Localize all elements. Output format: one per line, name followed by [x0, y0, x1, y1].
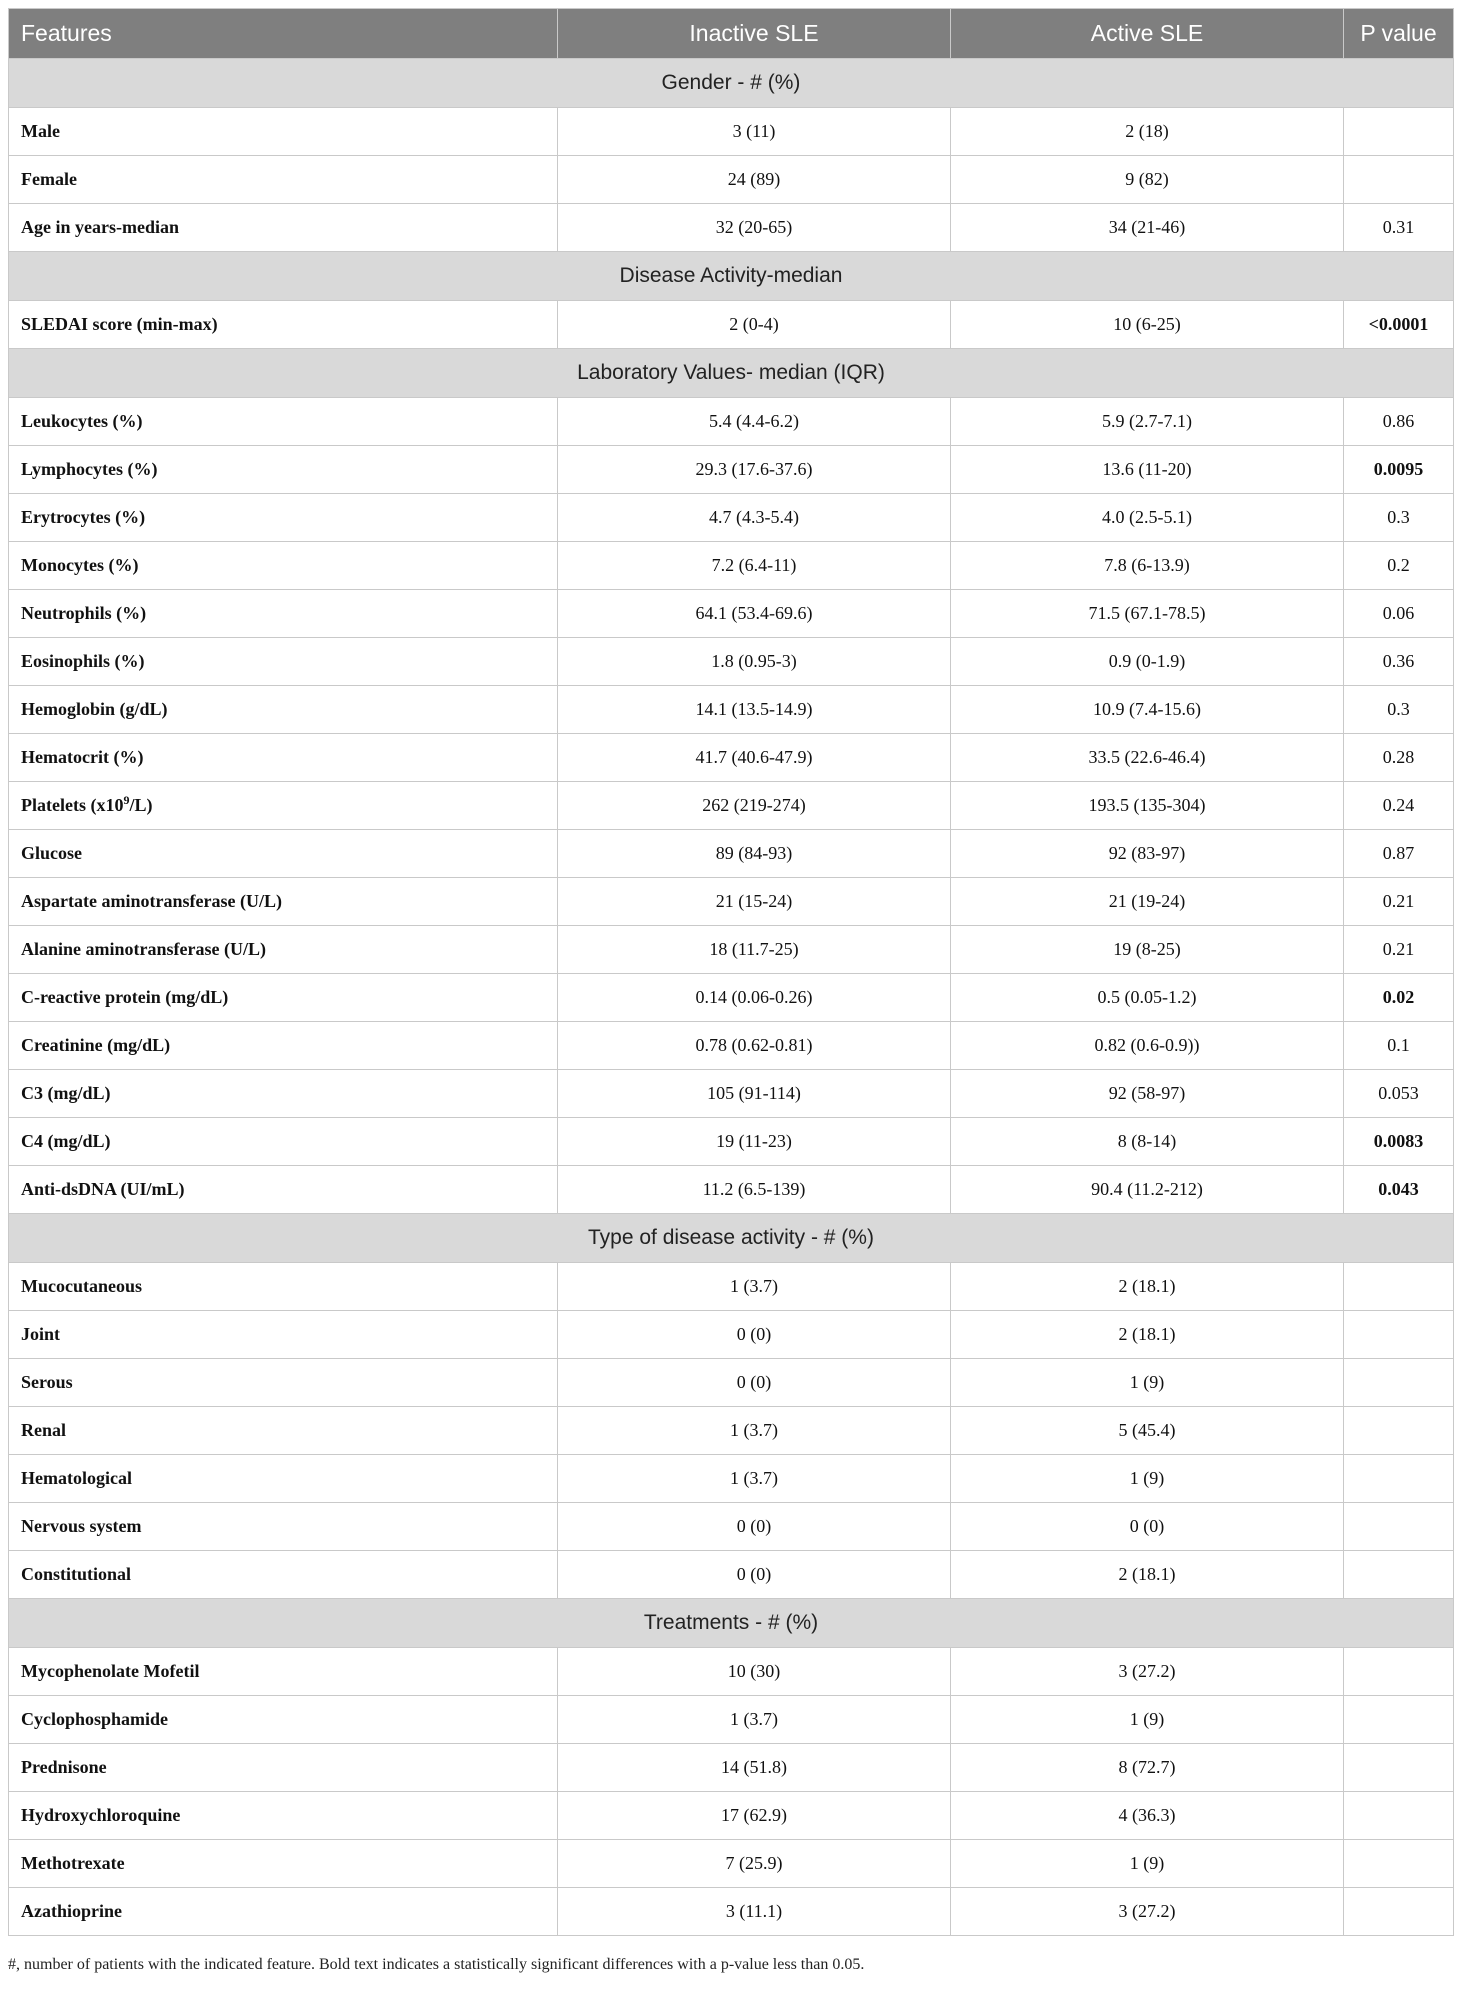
feature-label: C-reactive protein (mg/dL) — [9, 974, 558, 1022]
inactive-sle-value: 10 (30) — [558, 1648, 951, 1696]
inactive-sle-value: 17 (62.9) — [558, 1792, 951, 1840]
active-sle-value: 0.5 (0.05-1.2) — [951, 974, 1344, 1022]
table-row — [9, 1118, 1454, 1166]
p-value: 0.36 — [1344, 638, 1454, 686]
inactive-sle-value: 41.7 (40.6-47.9) — [558, 734, 951, 782]
p-value: 0.0095 — [1344, 446, 1454, 494]
table-row — [9, 1648, 1454, 1696]
p-value: 0.31 — [1344, 204, 1454, 252]
feature-label: Azathioprine — [9, 1888, 558, 1936]
active-sle-value: 34 (21-46) — [951, 204, 1344, 252]
section-row — [9, 349, 1454, 398]
table-row — [9, 734, 1454, 782]
p-value — [1344, 1455, 1454, 1503]
table-row — [9, 1311, 1454, 1359]
feature-label: Serous — [9, 1359, 558, 1407]
table-row — [9, 1263, 1454, 1311]
table-row — [9, 1455, 1454, 1503]
table-row — [9, 398, 1454, 446]
feature-label: Monocytes (%) — [9, 542, 558, 590]
inactive-sle-value: 1 (3.7) — [558, 1455, 951, 1503]
inactive-sle-value: 1 (3.7) — [558, 1407, 951, 1455]
table-row — [9, 830, 1454, 878]
p-value: 0.21 — [1344, 878, 1454, 926]
p-value: 0.28 — [1344, 734, 1454, 782]
feature-label: Erytrocytes (%) — [9, 494, 558, 542]
feature-label: C4 (mg/dL) — [9, 1118, 558, 1166]
p-value: 0.02 — [1344, 974, 1454, 1022]
p-value: 0.21 — [1344, 926, 1454, 974]
active-sle-value: 8 (72.7) — [951, 1744, 1344, 1792]
p-value — [1344, 1744, 1454, 1792]
section-title: Laboratory Values- median (IQR) — [9, 349, 1454, 398]
active-sle-value: 7.8 (6-13.9) — [951, 542, 1344, 590]
active-sle-value: 10 (6-25) — [951, 301, 1344, 349]
table-body — [9, 59, 1454, 1936]
table-row — [9, 1551, 1454, 1599]
feature-label: Age in years-median — [9, 204, 558, 252]
table-row — [9, 156, 1454, 204]
inactive-sle-value: 7.2 (6.4-11) — [558, 542, 951, 590]
feature-label: Cyclophosphamide — [9, 1696, 558, 1744]
header-p-value: P value — [1344, 9, 1454, 59]
table-row — [9, 542, 1454, 590]
p-value: 0.1 — [1344, 1022, 1454, 1070]
p-value: 0.86 — [1344, 398, 1454, 446]
inactive-sle-value: 0 (0) — [558, 1359, 951, 1407]
feature-label: Renal — [9, 1407, 558, 1455]
p-value: 0.043 — [1344, 1166, 1454, 1214]
p-value — [1344, 1263, 1454, 1311]
feature-label-suffix: /L) — [129, 795, 153, 815]
feature-label: Neutrophils (%) — [9, 590, 558, 638]
active-sle-value: 19 (8-25) — [951, 926, 1344, 974]
section-title: Gender - # (%) — [9, 59, 1454, 108]
header-inactive-sle: Inactive SLE — [558, 9, 951, 59]
table-row — [9, 494, 1454, 542]
feature-label: Mycophenolate Mofetil — [9, 1648, 558, 1696]
p-value: 0.053 — [1344, 1070, 1454, 1118]
inactive-sle-value: 21 (15-24) — [558, 878, 951, 926]
sle-features-table — [8, 8, 1454, 1936]
inactive-sle-value: 29.3 (17.6-37.6) — [558, 446, 951, 494]
table-row — [9, 204, 1454, 252]
active-sle-value: 2 (18.1) — [951, 1551, 1344, 1599]
table-row — [9, 638, 1454, 686]
active-sle-value: 5 (45.4) — [951, 1407, 1344, 1455]
feature-label: Aspartate aminotransferase (U/L) — [9, 878, 558, 926]
table-row — [9, 1840, 1454, 1888]
p-value — [1344, 1696, 1454, 1744]
section-row — [9, 252, 1454, 301]
feature-label: Joint — [9, 1311, 558, 1359]
p-value — [1344, 108, 1454, 156]
active-sle-value: 21 (19-24) — [951, 878, 1344, 926]
table-row — [9, 686, 1454, 734]
inactive-sle-value: 11.2 (6.5-139) — [558, 1166, 951, 1214]
active-sle-value: 13.6 (11-20) — [951, 446, 1344, 494]
inactive-sle-value: 89 (84-93) — [558, 830, 951, 878]
inactive-sle-value: 2 (0-4) — [558, 301, 951, 349]
active-sle-value: 92 (83-97) — [951, 830, 1344, 878]
inactive-sle-value: 105 (91-114) — [558, 1070, 951, 1118]
inactive-sle-value: 14.1 (13.5-14.9) — [558, 686, 951, 734]
inactive-sle-value: 24 (89) — [558, 156, 951, 204]
inactive-sle-value: 3 (11.1) — [558, 1888, 951, 1936]
active-sle-value: 8 (8-14) — [951, 1118, 1344, 1166]
p-value: 0.3 — [1344, 686, 1454, 734]
active-sle-value: 1 (9) — [951, 1455, 1344, 1503]
table-row — [9, 1359, 1454, 1407]
table-row — [9, 1696, 1454, 1744]
feature-label: Lymphocytes (%) — [9, 446, 558, 494]
active-sle-value: 3 (27.2) — [951, 1888, 1344, 1936]
active-sle-value: 10.9 (7.4-15.6) — [951, 686, 1344, 734]
active-sle-value: 3 (27.2) — [951, 1648, 1344, 1696]
table-row — [9, 301, 1454, 349]
p-value — [1344, 1503, 1454, 1551]
active-sle-value: 33.5 (22.6-46.4) — [951, 734, 1344, 782]
active-sle-value: 0.9 (0-1.9) — [951, 638, 1344, 686]
table-row — [9, 1407, 1454, 1455]
header-features: Features — [9, 9, 558, 59]
section-row — [9, 59, 1454, 108]
feature-label: Nervous system — [9, 1503, 558, 1551]
inactive-sle-value: 14 (51.8) — [558, 1744, 951, 1792]
active-sle-value: 92 (58-97) — [951, 1070, 1344, 1118]
p-value — [1344, 1359, 1454, 1407]
active-sle-value: 71.5 (67.1-78.5) — [951, 590, 1344, 638]
active-sle-value: 90.4 (11.2-212) — [951, 1166, 1344, 1214]
feature-label: Female — [9, 156, 558, 204]
p-value — [1344, 1840, 1454, 1888]
inactive-sle-value: 1 (3.7) — [558, 1263, 951, 1311]
feature-label: Hematological — [9, 1455, 558, 1503]
feature-label: Mucocutaneous — [9, 1263, 558, 1311]
feature-label: Glucose — [9, 830, 558, 878]
p-value: <0.0001 — [1344, 301, 1454, 349]
p-value — [1344, 1888, 1454, 1936]
table-row — [9, 446, 1454, 494]
table-row — [9, 1166, 1454, 1214]
table-row — [9, 1022, 1454, 1070]
inactive-sle-value: 19 (11-23) — [558, 1118, 951, 1166]
feature-label: Eosinophils (%) — [9, 638, 558, 686]
feature-label: Constitutional — [9, 1551, 558, 1599]
table-row — [9, 108, 1454, 156]
inactive-sle-value: 5.4 (4.4-6.2) — [558, 398, 951, 446]
section-title: Type of disease activity - # (%) — [9, 1214, 1454, 1263]
active-sle-value: 1 (9) — [951, 1696, 1344, 1744]
feature-label — [9, 782, 558, 830]
section-title: Disease Activity-median — [9, 252, 1454, 301]
table-row — [9, 782, 1454, 830]
active-sle-value: 2 (18.1) — [951, 1311, 1344, 1359]
p-value — [1344, 1648, 1454, 1696]
table-row — [9, 590, 1454, 638]
feature-label: Anti-dsDNA (UI/mL) — [9, 1166, 558, 1214]
section-row — [9, 1214, 1454, 1263]
inactive-sle-value: 0.14 (0.06-0.26) — [558, 974, 951, 1022]
inactive-sle-value: 7 (25.9) — [558, 1840, 951, 1888]
feature-label: Methotrexate — [9, 1840, 558, 1888]
inactive-sle-value: 262 (219-274) — [558, 782, 951, 830]
p-value — [1344, 1407, 1454, 1455]
feature-label-superscript: 9 — [123, 793, 130, 807]
p-value: 0.87 — [1344, 830, 1454, 878]
p-value — [1344, 1311, 1454, 1359]
inactive-sle-value: 1.8 (0.95-3) — [558, 638, 951, 686]
feature-label: Hydroxychloroquine — [9, 1792, 558, 1840]
inactive-sle-value: 0 (0) — [558, 1551, 951, 1599]
table-header — [9, 9, 1454, 59]
feature-label: Alanine aminotransferase (U/L) — [9, 926, 558, 974]
header-active-sle: Active SLE — [951, 9, 1344, 59]
active-sle-value: 4.0 (2.5-5.1) — [951, 494, 1344, 542]
feature-label: Prednisone — [9, 1744, 558, 1792]
table-row — [9, 1503, 1454, 1551]
table-row — [9, 1744, 1454, 1792]
p-value: 0.24 — [1344, 782, 1454, 830]
feature-label: Leukocytes (%) — [9, 398, 558, 446]
active-sle-value: 193.5 (135-304) — [951, 782, 1344, 830]
inactive-sle-value: 0.78 (0.62-0.81) — [558, 1022, 951, 1070]
table-row — [9, 1792, 1454, 1840]
feature-label: SLEDAI score (min-max) — [9, 301, 558, 349]
table-container — [8, 8, 1453, 1936]
inactive-sle-value: 0 (0) — [558, 1311, 951, 1359]
table-footnote: #, number of patients with the indicated feature. Bold text indicates a statistically significant differences with a p-value less than 0.05. — [8, 1956, 865, 1973]
inactive-sle-value: 32 (20-65) — [558, 204, 951, 252]
active-sle-value: 0.82 (0.6-0.9)) — [951, 1022, 1344, 1070]
inactive-sle-value: 1 (3.7) — [558, 1696, 951, 1744]
p-value: 0.2 — [1344, 542, 1454, 590]
active-sle-value: 9 (82) — [951, 156, 1344, 204]
active-sle-value: 5.9 (2.7-7.1) — [951, 398, 1344, 446]
feature-label: Hematocrit (%) — [9, 734, 558, 782]
inactive-sle-value: 64.1 (53.4-69.6) — [558, 590, 951, 638]
inactive-sle-value: 18 (11.7-25) — [558, 926, 951, 974]
feature-label: Male — [9, 108, 558, 156]
feature-label: Creatinine (mg/dL) — [9, 1022, 558, 1070]
section-row — [9, 1599, 1454, 1648]
feature-label: C3 (mg/dL) — [9, 1070, 558, 1118]
header-row — [9, 9, 1454, 59]
table-row — [9, 1070, 1454, 1118]
active-sle-value: 1 (9) — [951, 1840, 1344, 1888]
section-title: Treatments - # (%) — [9, 1599, 1454, 1648]
p-value: 0.0083 — [1344, 1118, 1454, 1166]
feature-label: Hemoglobin (g/dL) — [9, 686, 558, 734]
table-row — [9, 1888, 1454, 1936]
p-value — [1344, 1792, 1454, 1840]
active-sle-value: 2 (18) — [951, 108, 1344, 156]
table-row — [9, 878, 1454, 926]
active-sle-value: 4 (36.3) — [951, 1792, 1344, 1840]
table-row — [9, 926, 1454, 974]
p-value: 0.06 — [1344, 590, 1454, 638]
p-value: 0.3 — [1344, 494, 1454, 542]
p-value — [1344, 1551, 1454, 1599]
table-row — [9, 974, 1454, 1022]
inactive-sle-value: 3 (11) — [558, 108, 951, 156]
active-sle-value: 2 (18.1) — [951, 1263, 1344, 1311]
p-value — [1344, 156, 1454, 204]
inactive-sle-value: 0 (0) — [558, 1503, 951, 1551]
active-sle-value: 0 (0) — [951, 1503, 1344, 1551]
inactive-sle-value: 4.7 (4.3-5.4) — [558, 494, 951, 542]
feature-label-text: Platelets (x10 — [21, 795, 124, 815]
active-sle-value: 1 (9) — [951, 1359, 1344, 1407]
